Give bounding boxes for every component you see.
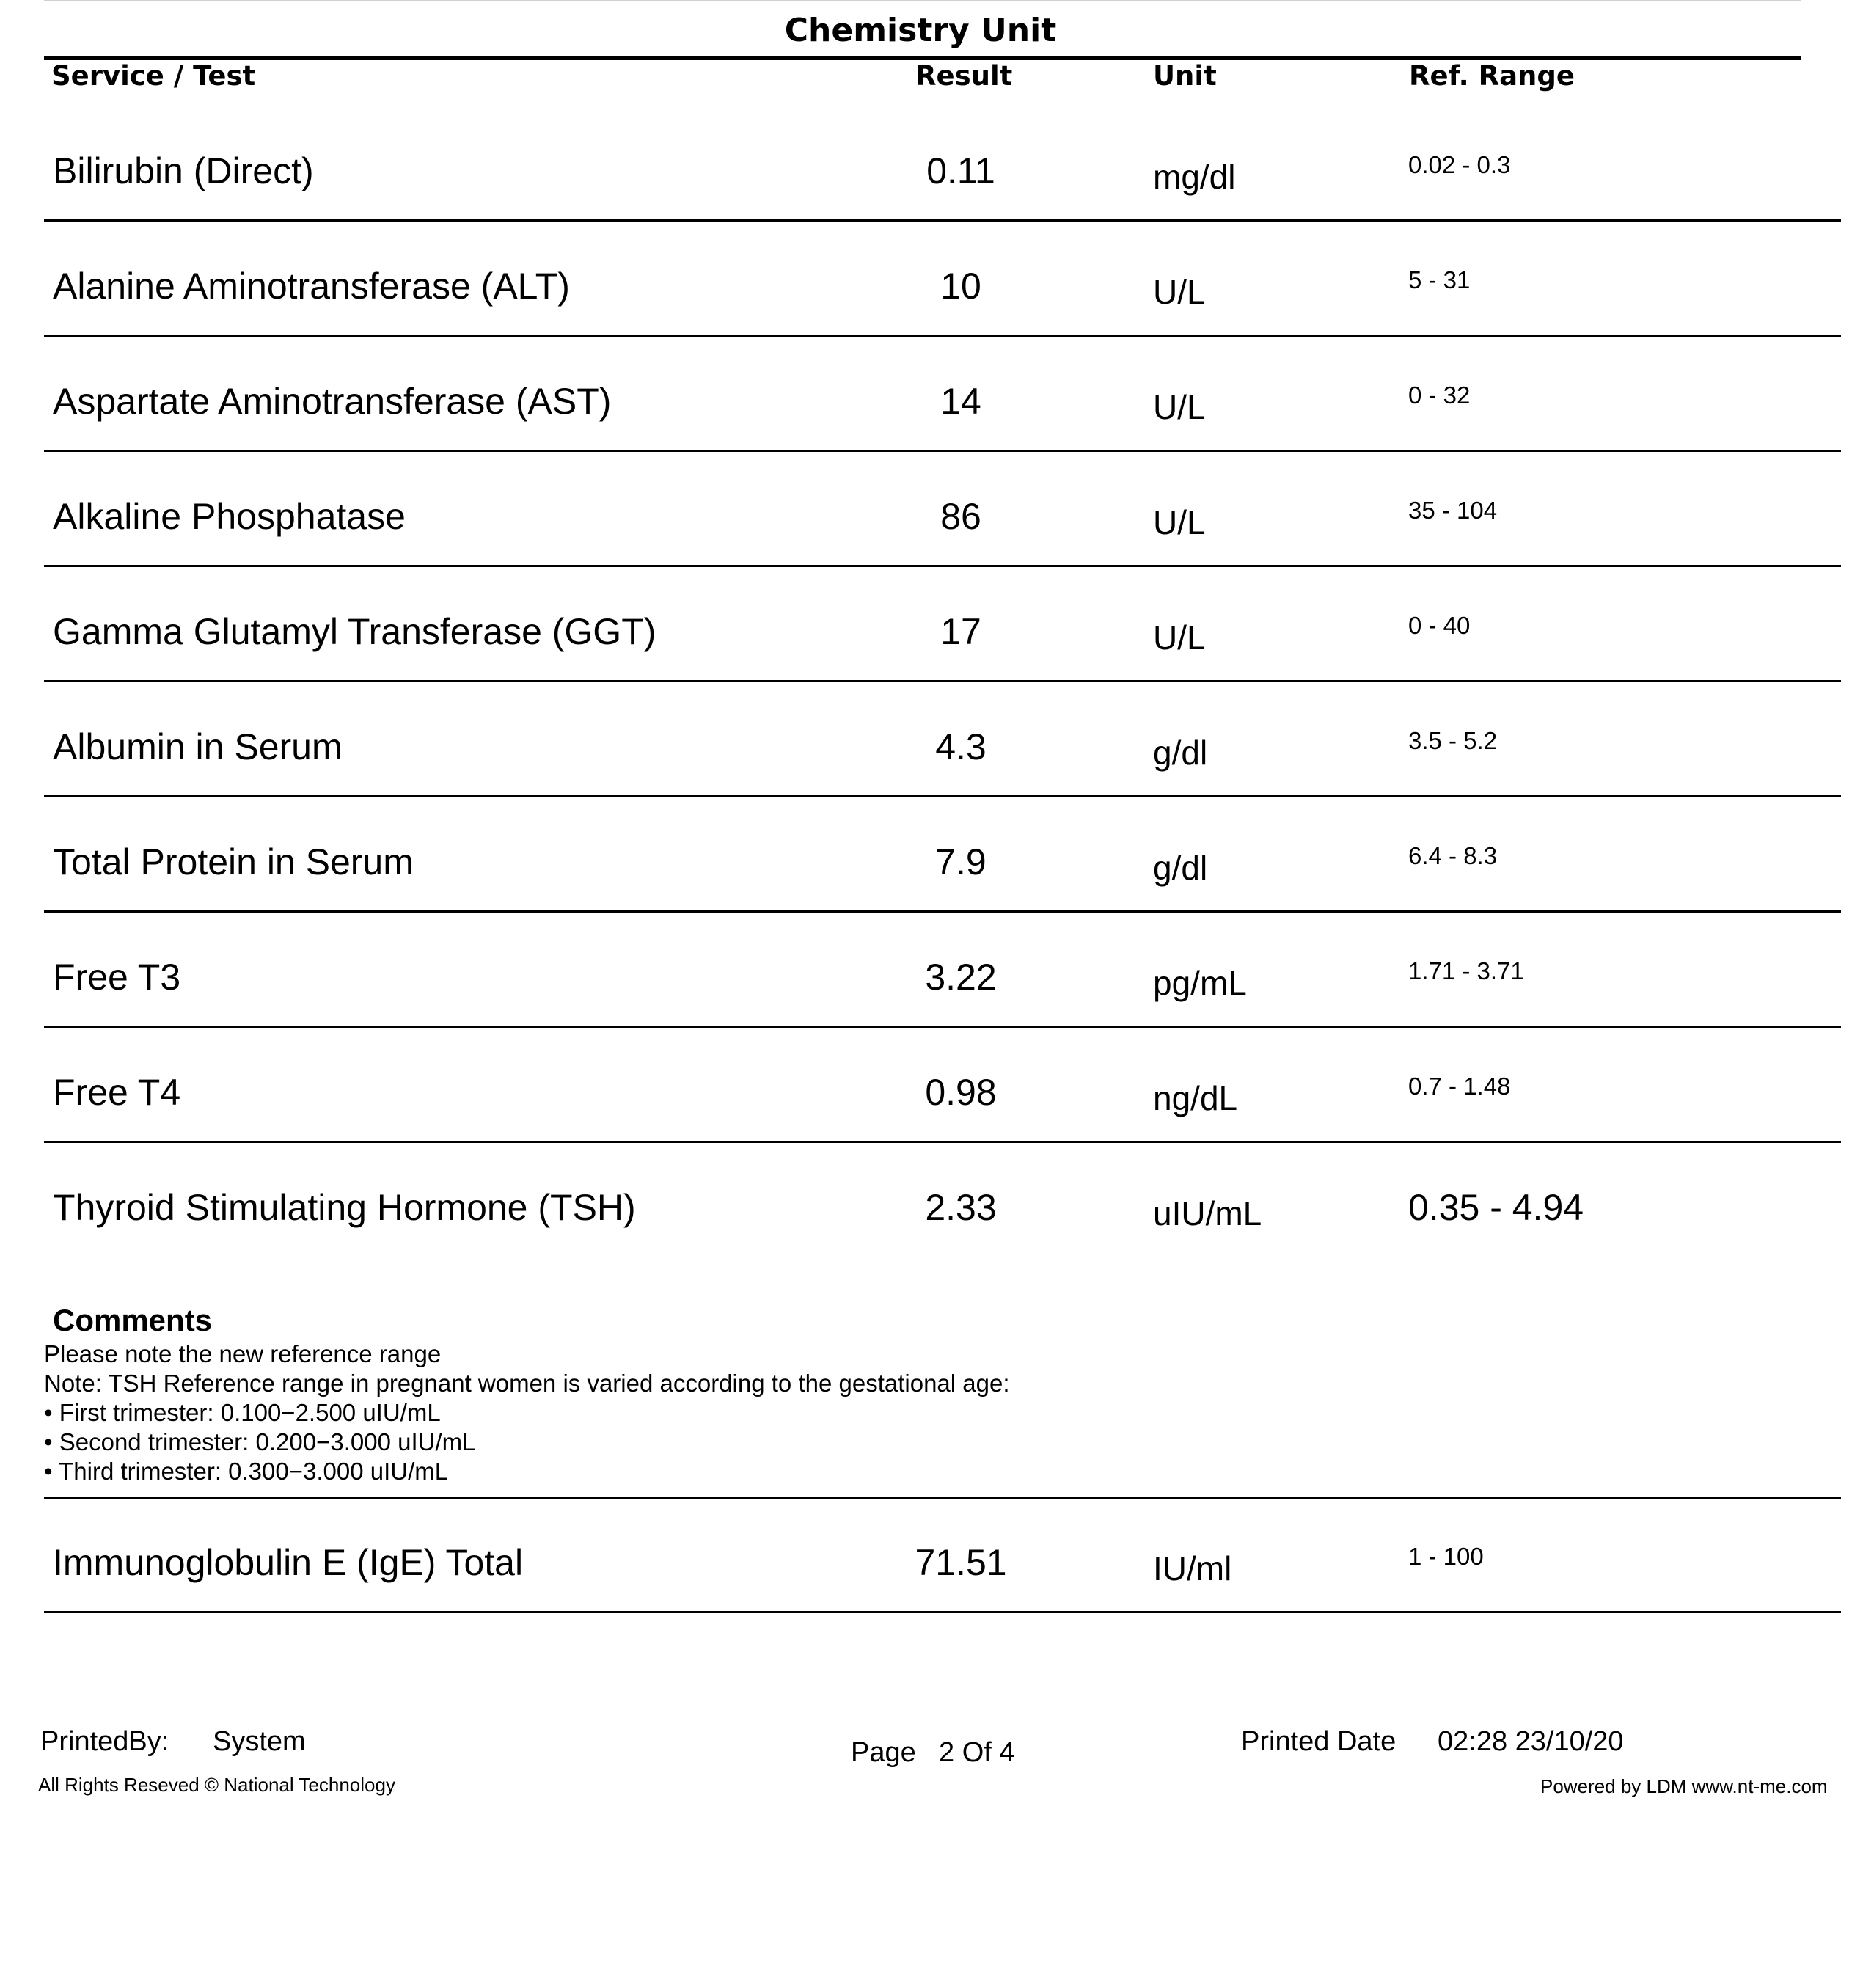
comment-line: • First trimester: 0.100−2.500 uIU/mL <box>44 1399 441 1426</box>
test-result: 3.22 <box>925 957 997 998</box>
printed-by-value: System <box>213 1726 306 1757</box>
test-name: Bilirubin (Direct) <box>53 150 314 191</box>
printed-date-value: 02:28 23/10/20 <box>1438 1726 1624 1757</box>
test-unit: U/L <box>1153 273 1206 311</box>
test-result: 0.98 <box>925 1072 997 1113</box>
row-divider <box>44 1026 1841 1028</box>
test-unit: g/dl <box>1153 849 1208 887</box>
test-name: Free T4 <box>53 1072 181 1113</box>
test-unit: IU/ml <box>1153 1549 1232 1587</box>
row-divider <box>44 795 1841 797</box>
copyright-text: All Rights Reseved © National Technology <box>38 1774 395 1796</box>
test-result: 10 <box>940 266 981 307</box>
test-result: 71.51 <box>915 1542 1007 1583</box>
row-divider <box>44 335 1841 337</box>
row-divider <box>44 219 1841 222</box>
test-ref-range: 0.02 - 0.3 <box>1408 151 1511 178</box>
column-header-unit: Unit <box>1153 60 1217 92</box>
row-divider <box>44 1497 1841 1499</box>
comment-line: Please note the new reference range <box>44 1340 442 1367</box>
test-ref-range: 6.4 - 8.3 <box>1408 842 1498 869</box>
row-divider <box>44 910 1841 913</box>
page-number: 2 Of 4 <box>939 1737 1015 1768</box>
test-ref-range: 5 - 31 <box>1408 266 1471 293</box>
section-title: Chemistry Unit <box>784 12 1057 49</box>
row-divider <box>44 680 1841 682</box>
test-name: Albumin in Serum <box>53 726 343 767</box>
test-name: Gamma Glutamyl Transferase (GGT) <box>53 611 656 652</box>
test-unit: U/L <box>1153 503 1206 541</box>
test-unit: U/L <box>1153 388 1206 426</box>
comments-title: Comments <box>53 1303 213 1337</box>
column-header-range: Ref. Range <box>1409 60 1575 92</box>
row-divider <box>44 1141 1841 1143</box>
row-divider <box>44 1611 1841 1613</box>
test-name: Alkaline Phosphatase <box>53 496 406 537</box>
test-unit: mg/dl <box>1153 158 1236 196</box>
test-name: Immunoglobulin E (IgE) Total <box>53 1542 524 1583</box>
test-ref-range: 1.71 - 3.71 <box>1408 957 1524 984</box>
powered-by-text: Powered by LDM www.nt-me.com <box>1540 1775 1828 1797</box>
comment-line: Note: TSH Reference range in pregnant women is varied according to the gestational age: <box>44 1370 1010 1397</box>
column-header-result: Result <box>915 60 1013 92</box>
test-name: Aspartate Aminotransferase (AST) <box>53 381 612 422</box>
printed-by-label: PrintedBy: <box>40 1726 169 1757</box>
test-result: 7.9 <box>935 841 987 882</box>
test-name: Alanine Aminotransferase (ALT) <box>53 266 570 307</box>
test-unit: U/L <box>1153 618 1206 657</box>
test-ref-range: 35 - 104 <box>1408 497 1498 524</box>
test-ref-range: 0 - 32 <box>1408 381 1471 409</box>
test-ref-range: 3.5 - 5.2 <box>1408 727 1498 754</box>
test-ref-range: 0 - 40 <box>1408 612 1471 639</box>
test-name: Thyroid Stimulating Hormone (TSH) <box>53 1187 636 1228</box>
top-divider <box>44 0 1801 1</box>
test-name: Free T3 <box>53 957 181 998</box>
test-unit: uIU/mL <box>1153 1194 1262 1232</box>
column-header-test: Service / Test <box>51 60 256 92</box>
test-result: 4.3 <box>935 726 987 767</box>
test-unit: pg/mL <box>1153 964 1247 1002</box>
row-divider <box>44 565 1841 567</box>
test-unit: ng/dL <box>1153 1079 1238 1117</box>
comment-line: • Second trimester: 0.200−3.000 uIU/mL <box>44 1428 476 1455</box>
test-name: Total Protein in Serum <box>53 841 414 882</box>
comment-line: • Third trimester: 0.300−3.000 uIU/mL <box>44 1458 449 1485</box>
test-result: 2.33 <box>925 1187 997 1228</box>
test-result: 14 <box>940 381 981 422</box>
test-result: 17 <box>940 611 981 652</box>
printed-date-label: Printed Date <box>1241 1726 1397 1757</box>
row-divider <box>44 450 1841 452</box>
test-ref-range: 0.35 - 4.94 <box>1408 1187 1584 1228</box>
test-result: 86 <box>940 496 981 537</box>
test-unit: g/dl <box>1153 734 1208 772</box>
test-ref-range: 0.7 - 1.48 <box>1408 1072 1511 1100</box>
test-result: 0.11 <box>926 150 995 191</box>
test-ref-range: 1 - 100 <box>1408 1543 1484 1570</box>
page-label: Page <box>851 1737 916 1768</box>
